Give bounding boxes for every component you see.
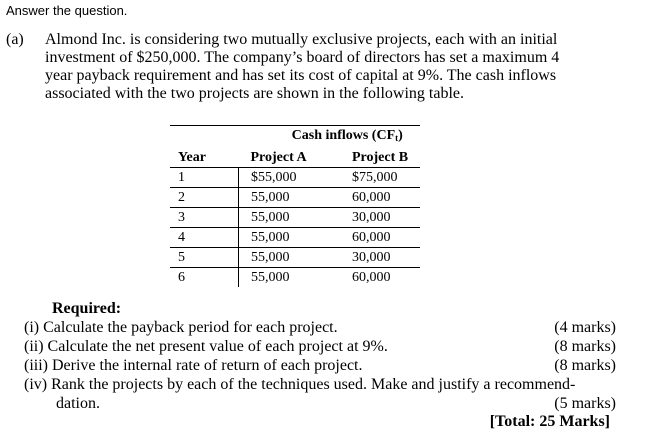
question-line: investment of $250,000. The company’s board of directors has set a maximum 4: [45, 49, 560, 66]
instruction-text: Answer the question.: [6, 3, 128, 18]
project-a-cell: 55,000: [239, 188, 347, 208]
required-heading: Required:: [52, 300, 122, 317]
table-row: [170, 168, 420, 188]
required-item: [24, 337, 616, 356]
year-cell: 6: [170, 268, 239, 288]
question-line: Almond Inc. is considering two mutually exclusive projects, each with an initial: [45, 31, 558, 48]
question-paragraph: [45, 31, 613, 103]
table-row: [170, 268, 420, 288]
project-b-cell: 30,000: [346, 208, 420, 228]
table-row: [170, 248, 420, 268]
project-b-cell: $75,000: [346, 168, 420, 188]
project-a-cell: 55,000: [239, 228, 347, 248]
year-cell: 5: [170, 248, 239, 268]
required-item-text: dation.: [56, 395, 100, 412]
marks-label: (4 marks): [554, 319, 616, 336]
table-row: [170, 188, 420, 208]
total-marks: [Total: 25 Marks]: [489, 413, 610, 430]
year-cell: 1: [170, 168, 239, 188]
cash-inflows-table: [170, 125, 420, 287]
question-line: year payback requirement and has set its cost of capital at 9%. The cash inflows: [45, 67, 557, 84]
column-header-project-b: Project B: [352, 150, 409, 165]
marks-label: (8 marks): [554, 338, 616, 355]
required-item: [24, 318, 616, 337]
table-row: [170, 208, 420, 228]
project-a-cell: $55,000: [239, 168, 347, 188]
required-item-text: (i) Calculate the payback period for each project.: [24, 319, 338, 336]
required-item-text: (iii) Derive the internal rate of return of each project.: [24, 357, 363, 374]
required-item: [24, 375, 616, 394]
required-item-text: (iv) Rank the projects by each of the techniques used. Make and justify a recommend-: [24, 376, 576, 393]
required-item: [24, 394, 616, 413]
project-a-cell: 55,000: [239, 208, 347, 228]
table-group-header: Cash inflows $(CF_t)$: [239, 126, 421, 149]
project-b-cell: 60,000: [346, 188, 420, 208]
table-row: [170, 228, 420, 248]
project-b-cell: 30,000: [346, 248, 420, 268]
year-cell: 3: [170, 208, 239, 228]
marks-label: (8 marks): [554, 357, 616, 374]
required-list: [24, 318, 616, 413]
project-a-cell: 55,000: [239, 248, 347, 268]
year-cell: 4: [170, 228, 239, 248]
project-b-cell: 60,000: [346, 228, 420, 248]
project-b-cell: 60,000: [346, 268, 420, 288]
project-a-cell: 55,000: [239, 268, 347, 288]
question-line: associated with the two projects are shown in the following table.: [45, 85, 465, 102]
year-cell: 2: [170, 188, 239, 208]
required-item-text: (ii) Calculate the net present value of each project at 9%.: [24, 338, 388, 355]
column-header-year: Year: [178, 150, 206, 165]
marks-label: (5 marks): [554, 395, 616, 412]
question-part-label: (a): [6, 31, 24, 48]
required-item: [24, 356, 616, 375]
column-header-project-a: Project A: [250, 150, 307, 165]
